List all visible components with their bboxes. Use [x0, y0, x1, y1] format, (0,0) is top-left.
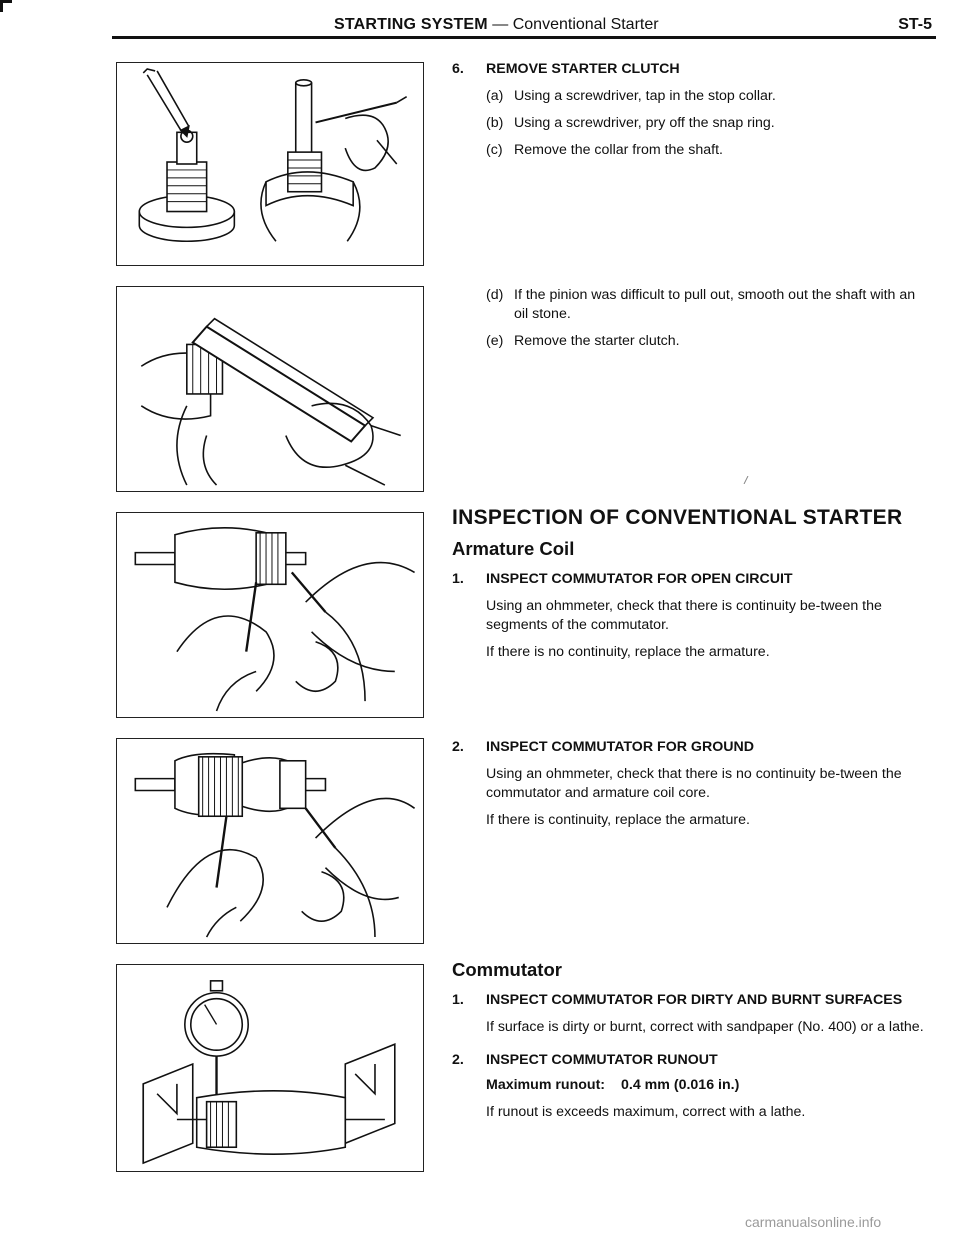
item-label: (b) [486, 115, 504, 131]
section-title: INSPECTION OF CONVENTIONAL STARTER [452, 506, 903, 529]
item-text: If the pinion was difficult to pull out, smooth out the shaft with an oil stone. [514, 287, 916, 322]
paragraph: If runout is exceeds maximum, correct with a lathe. [486, 1104, 806, 1120]
item-text: Using a screwdriver, tap in the stop collar. [514, 88, 776, 104]
header-system: STARTING SYSTEM [334, 16, 488, 33]
list-item [452, 286, 930, 324]
item-label: (e) [486, 333, 504, 349]
paragraph: Using an ohmmeter, check that there is continuity be-tween the segments of the commutator. [486, 598, 882, 633]
step-title: INSPECT COMMUTATOR RUNOUT [486, 1052, 718, 1068]
step-6-continued [452, 286, 930, 351]
list-item [452, 87, 930, 106]
illustration-oil-stone [117, 287, 423, 491]
spec-value: 0.4 mm (0.016 in.) [621, 1077, 740, 1093]
list-item [452, 114, 930, 133]
step-title: REMOVE STARTER CLUTCH [486, 61, 680, 77]
step-6-heading [452, 60, 930, 79]
watermark: carmanualsonline.info [745, 1214, 882, 1230]
step-title: INSPECT COMMUTATOR FOR GROUND [486, 739, 754, 755]
subsection-title-armature: Armature Coil [452, 538, 575, 559]
figure-ground-test [116, 738, 424, 944]
commutator-step-2-heading [452, 1051, 930, 1070]
item-text: Remove the starter clutch. [514, 333, 680, 349]
armature-step-2-heading [452, 738, 930, 757]
paragraph: If surface is dirty or burnt, correct with sandpaper (No. 400) or a lathe. [486, 1019, 924, 1035]
armature-step-1-heading [452, 570, 930, 589]
commutator-step-1-heading [452, 991, 930, 1010]
step-6-remove-clutch [452, 60, 930, 160]
paragraph: Using an ohmmeter, check that there is no continuity be-tween the commutator and armature coil core. [486, 766, 902, 801]
page-corner-mark [0, 0, 14, 14]
inspection-section [452, 508, 930, 662]
header-dash: — [487, 16, 513, 33]
stray-mark [743, 476, 749, 484]
item-text: Using a screwdriver, pry off the snap ring. [514, 115, 775, 131]
illustration-ground-test [117, 739, 423, 943]
step-number: 2. [452, 1052, 464, 1068]
illustration-snap-ring [117, 63, 423, 265]
item-label: (d) [486, 287, 504, 303]
illustration-runout-check [117, 965, 423, 1171]
subsection-title-commutator: Commutator [452, 959, 562, 980]
step-number: 1. [452, 992, 464, 1008]
step-title: INSPECT COMMUTATOR FOR DIRTY AND BURNT SURFACES [486, 992, 903, 1008]
armature-step-2 [452, 738, 930, 830]
spec-label: Maximum runout: [486, 1077, 606, 1093]
item-label: (c) [486, 142, 503, 158]
list-item [452, 332, 930, 351]
item-label: (a) [486, 88, 504, 104]
header-rule [112, 36, 936, 39]
figure-oil-stone [116, 286, 424, 492]
header-title [334, 16, 659, 34]
illustration-open-circuit-test [117, 513, 423, 717]
item-text: Remove the collar from the shaft. [514, 142, 723, 158]
commutator-section [452, 960, 930, 1122]
list-item [452, 141, 930, 160]
step-number: 6. [452, 61, 464, 77]
runout-spec [452, 1076, 930, 1095]
figure-runout-check [116, 964, 424, 1172]
header-subtitle: Conventional Starter [512, 16, 659, 33]
figure-remove-snap-ring [116, 62, 424, 266]
paragraph: If there is continuity, replace the armature. [486, 812, 750, 828]
page-number: ST-5 [898, 16, 932, 33]
figure-open-circuit-test [116, 512, 424, 718]
paragraph: If there is no continuity, replace the armature. [486, 644, 770, 660]
step-title: INSPECT COMMUTATOR FOR OPEN CIRCUIT [486, 571, 793, 587]
step-number: 1. [452, 571, 464, 587]
step-number: 2. [452, 739, 464, 755]
